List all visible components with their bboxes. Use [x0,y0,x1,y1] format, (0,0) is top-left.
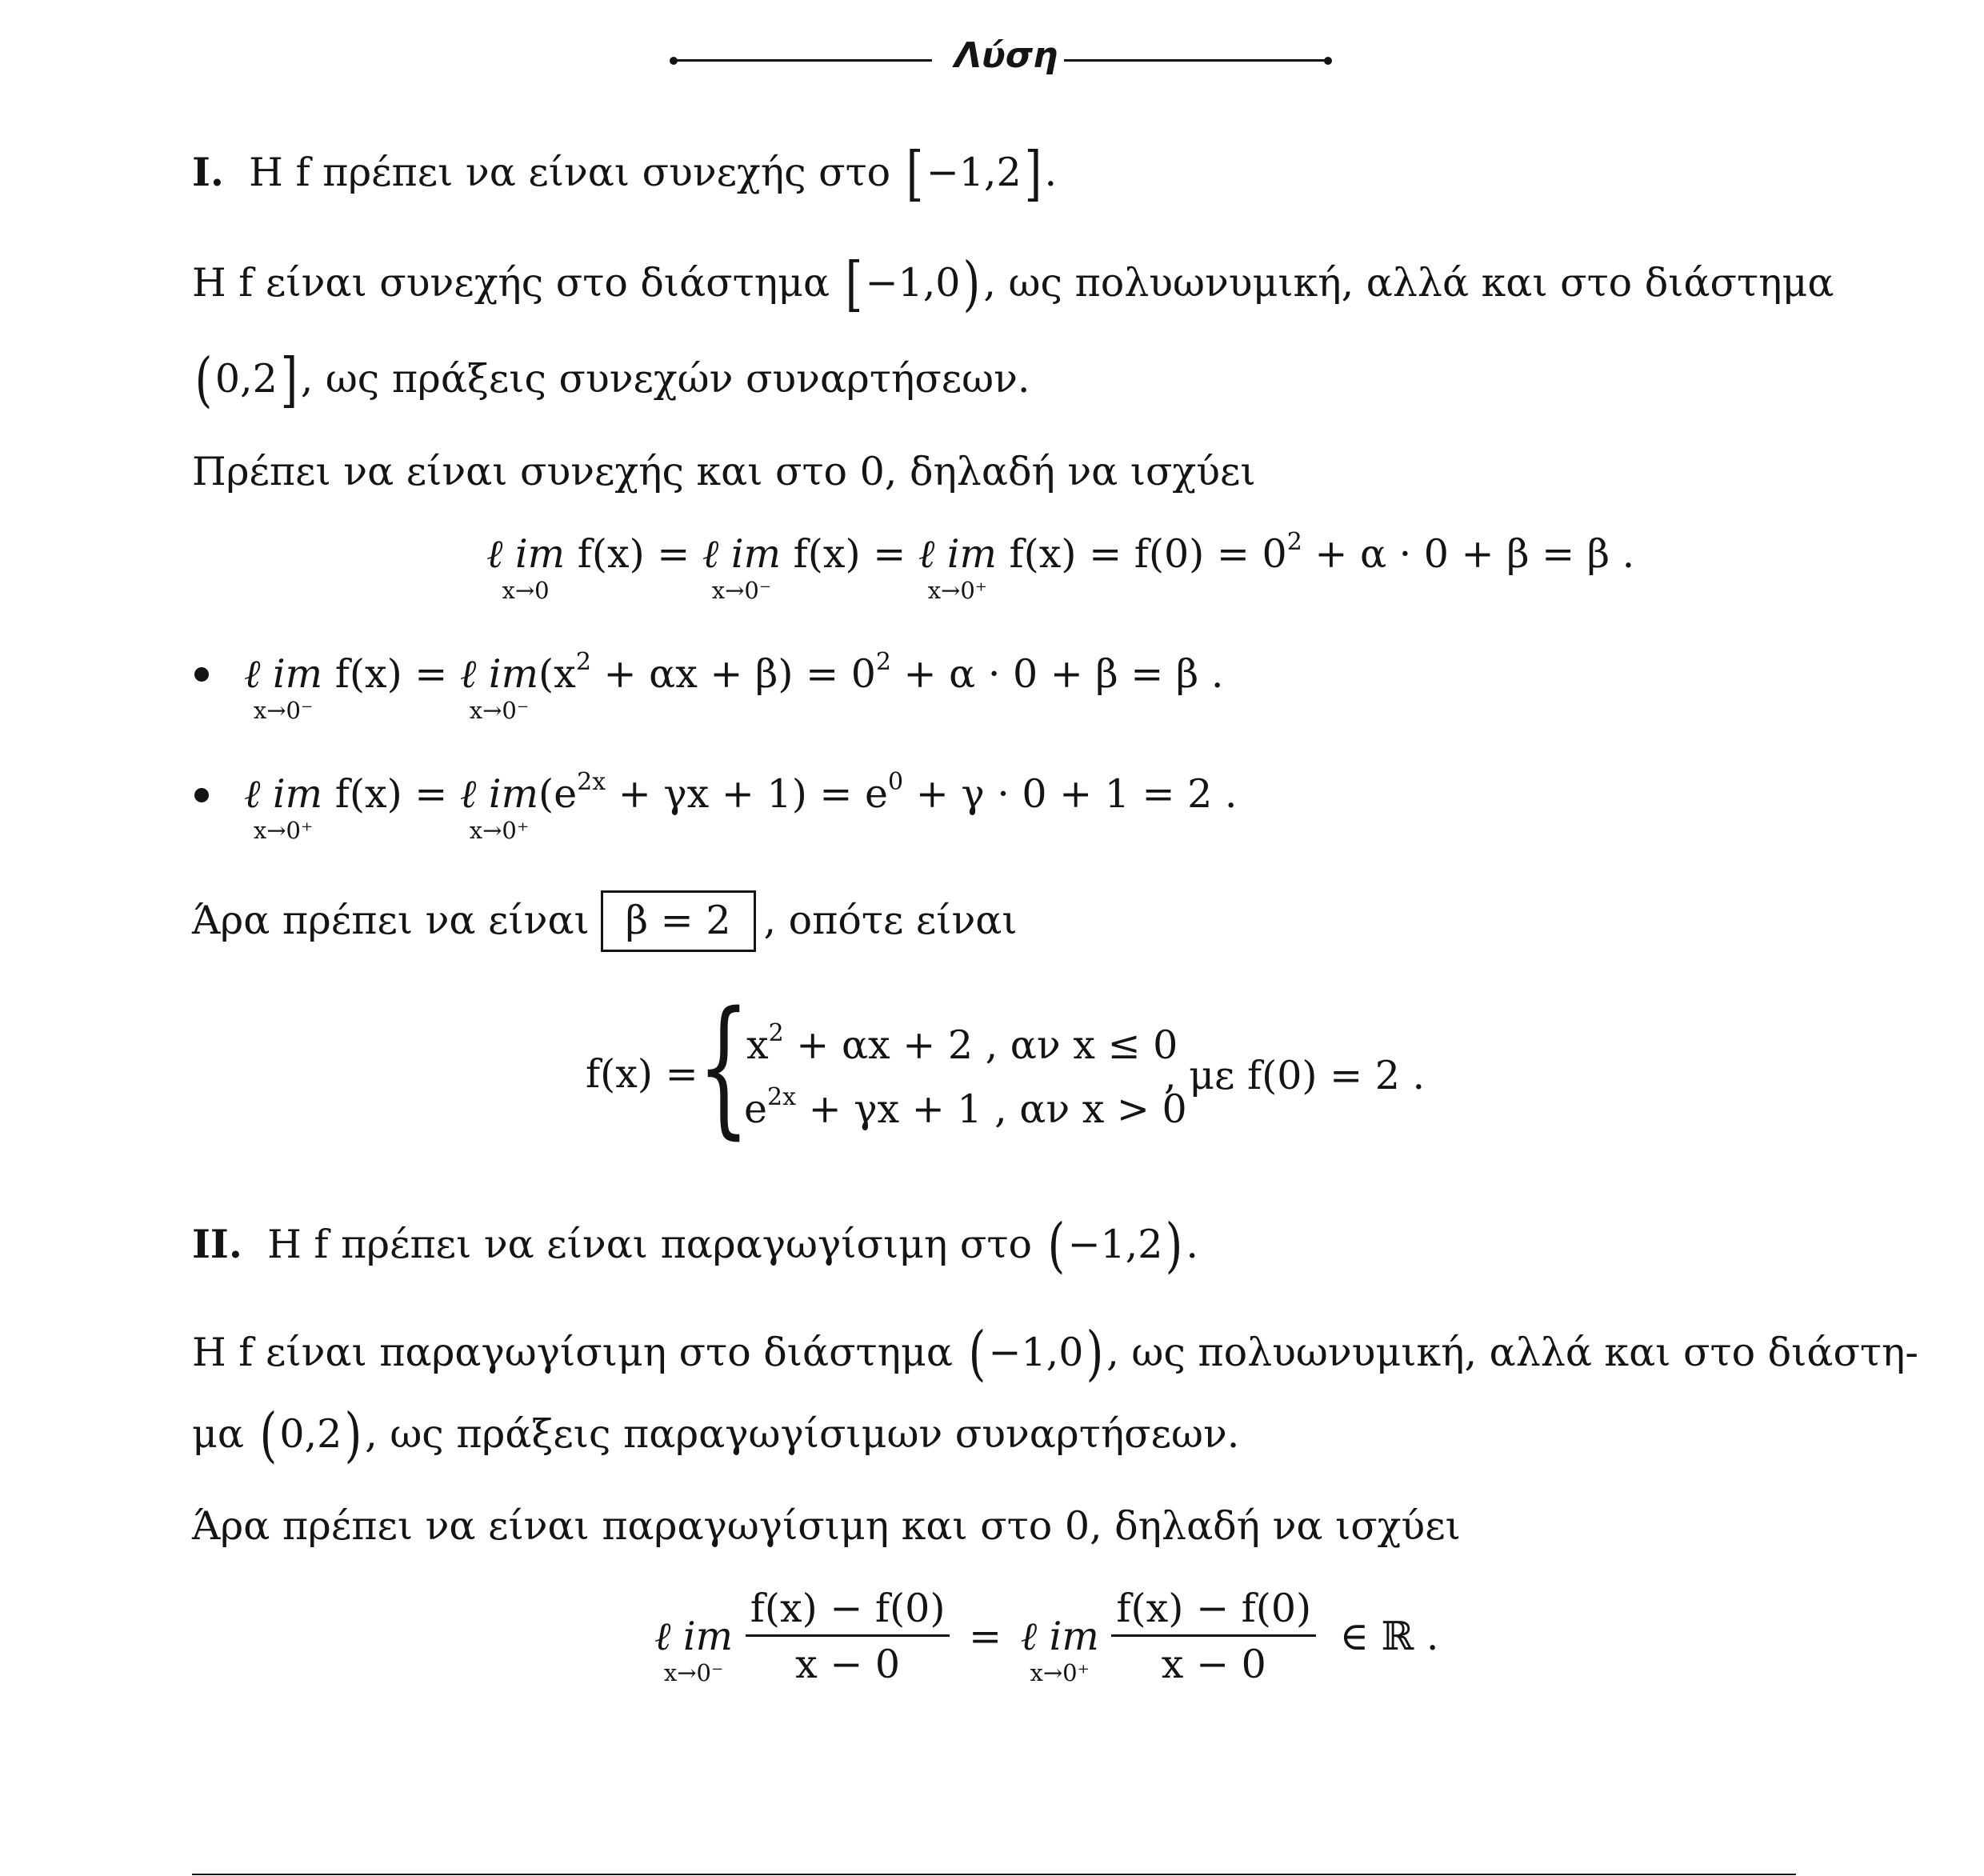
part1-heading: I. Η f πρέπει να είναι συνεχής στο [−1,2]. [192,139,1058,208]
piecewise-case-1: $x^2 + \alpha x + 2$ , αν x ≤ 0 [746,1019,1178,1068]
part2-statement: Η f πρέπει να είναι παραγωγίσιμη στο [267,1222,1032,1267]
part2-label: II. [192,1221,242,1267]
difference-quotient-right: $\frac{f(x) - f(0)}{x - 0}$ [1111,1589,1316,1684]
continuity-equation: ℓ im x→0 f(x) = ℓ im x→0⁻ f(x) = ℓ im x→0⁺ $f(x) = f(0) = 0^2 + \alpha \cdot 0 + \beta = \beta$ . [486,528,1635,604]
part1-label: I. [192,149,224,195]
header-right-dot [1324,57,1332,65]
difference-quotient-left: $\frac{f(x) - f(0)}{x - 0}$ [746,1589,950,1684]
part1-statement: Η f πρέπει να είναι συνεχής στο [249,150,891,195]
page-bottom-rule [192,1874,1796,1875]
bullet1-equation: ℓ im x→0⁻ f(x) = ℓ im x→0⁻ $(x^2 + \alpha x + \beta) = 0^2 + \alpha \cdot 0 + \beta = \beta$ . [244,648,1224,724]
part1-interval: −1,2 [926,150,1022,195]
piecewise-lhs: f(x) = [586,1051,698,1097]
header-right-rule [1064,59,1328,62]
derivative-equation: ℓ im x→0⁻ $\frac{f(x) - f(0)}{x - 0}$ = ℓ im x→0⁺ $\frac{f(x) - f(0)}{x - 0}$ ∈ ℝ . [654,1586,1439,1687]
part1-line2: (0,2], ως πράξεις συνεχών συναρτήσεων. [194,346,1030,414]
part2-heading: II. Η f πρέπει να είναι παραγωγίσιμη στο (−1,2). [192,1211,1198,1280]
part2-line2: μα (0,2), ως πράξεις παραγωγίσιμων συναρτήσεων. [192,1401,1240,1470]
part2-line1: Η f είναι παραγωγίσιμη στο διάστημα (−1,0), ως πολυωνυμική, αλλά και στο διάστη- [192,1319,1918,1388]
piecewise-tail: , με f(0) = 2 . [1164,1053,1426,1098]
part1-conclusion: Άρα πρέπει να είναι β = 2 , οπότε είναι [192,890,1018,952]
header-left-rule [674,59,932,62]
part2-line3: Άρα πρέπει να είναι παραγωγίσιμη και στο 0, δηλαδή να ισχύει [192,1503,1461,1549]
bullet2-equation: ℓ im x→0⁺ f(x) = ℓ im x→0⁺ $(e^{2x} + \gamma x + 1) = e^0 + \gamma \cdot 0 + 1 = 2$ . [244,768,1238,844]
bullet-1 [194,667,209,682]
header-title: Λύση [954,35,1058,76]
piecewise-brace: { [698,979,750,1153]
interval-right: 0,2 [214,356,278,402]
bullet-2 [194,788,209,802]
part1-line3: Πρέπει να είναι συνεχής και στο 0, δηλαδή να ισχύει [192,449,1256,494]
part2-interval: −1,2 [1067,1222,1163,1267]
piecewise-case-2: $e^{2x} + \gamma x + 1$ , αν x > 0 [744,1083,1187,1132]
boxed-result: β = 2 [601,890,756,952]
part1-line1: Η f είναι συνεχής στο διάστημα [−1,0), ως πολυωνυμική, αλλά και στο διάστημα [192,250,1834,318]
interval-left: −1,0 [865,260,961,306]
